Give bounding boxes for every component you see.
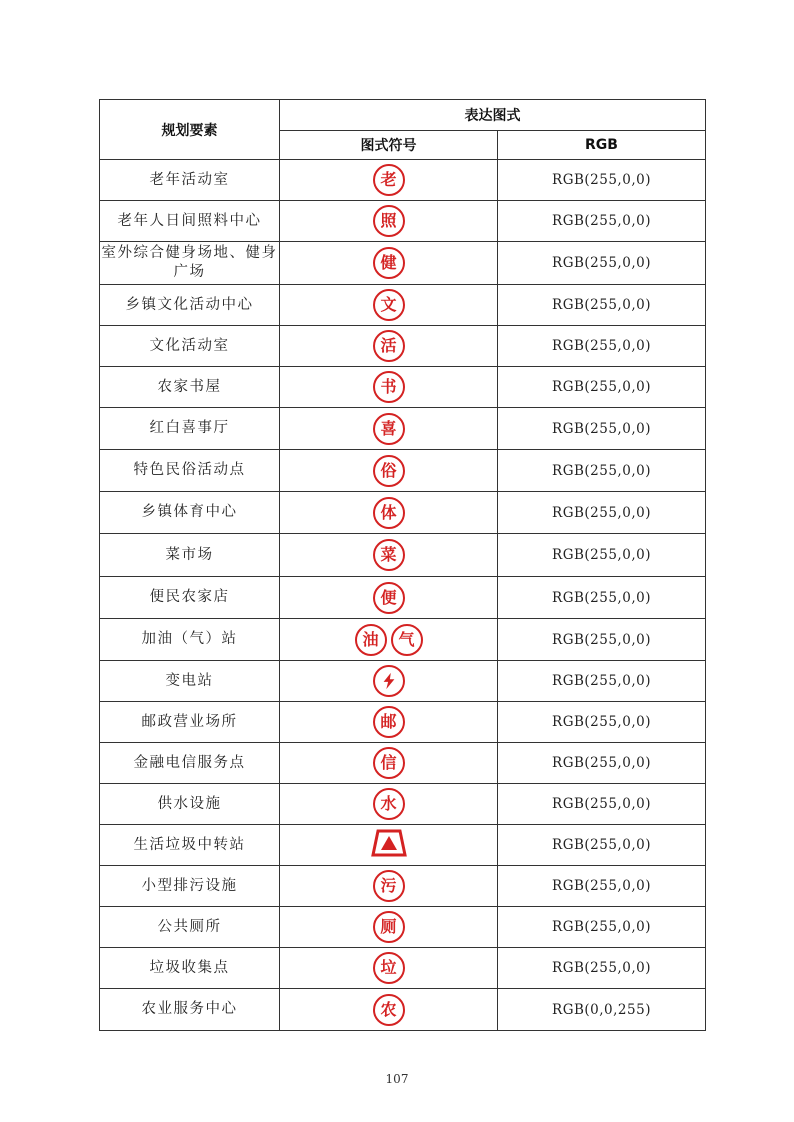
symbol-cell [280,450,498,492]
map-symbol-badge: 体 [373,497,405,529]
symbol-group [373,870,405,902]
symbol-cell [280,702,498,743]
rgb-value: RGB(255,0,0) [498,825,706,866]
header-expression-style: 表达图式 [280,100,706,131]
symbol-cell [280,619,498,661]
rgb-value: RGB(255,0,0) [498,492,706,534]
map-symbol-badge: 水 [373,788,405,820]
symbol-group [373,952,405,984]
symbol-group [373,788,405,820]
map-symbol-badge: 俗 [373,455,405,487]
table-row [100,242,706,285]
legend-table [99,99,706,1031]
map-symbol-badge: 书 [373,371,405,403]
header-planning-element: 规划要素 [100,100,280,160]
rgb-value: RGB(255,0,0) [498,242,706,285]
map-symbol-badge: 文 [373,289,405,321]
map-symbol-badge: 喜 [373,413,405,445]
planning-element-name: 便民农家店 [100,577,280,619]
symbol-group [373,665,405,697]
map-symbol-badge: 老 [373,164,405,196]
symbol-cell [280,948,498,989]
map-symbol-badge: 照 [373,205,405,237]
symbol-group [373,994,405,1026]
map-symbol-badge: 农 [373,994,405,1026]
symbol-group [373,747,405,779]
planning-element-name: 室外综合健身场地、健身广场 [100,242,280,285]
table-row [100,784,706,825]
rgb-value: RGB(255,0,0) [498,201,706,242]
planning-element-name: 文化活动室 [100,326,280,367]
rgb-value: RGB(255,0,0) [498,702,706,743]
planning-element-name: 特色民俗活动点 [100,450,280,492]
page-number: 107 [385,1072,409,1086]
table-row [100,326,706,367]
planning-element-name: 老年人日间照料中心 [100,201,280,242]
lightning-bolt-icon [373,665,405,697]
rgb-value: RGB(255,0,0) [498,408,706,450]
rgb-value: RGB(255,0,0) [498,285,706,326]
table-row [100,661,706,702]
symbol-cell [280,160,498,201]
map-symbol-badge: 污 [373,870,405,902]
planning-element-name: 公共厕所 [100,907,280,948]
symbol-cell [280,866,498,907]
map-symbol-badge: 信 [373,747,405,779]
symbol-cell [280,326,498,367]
symbol-group [373,539,405,571]
symbol-group [373,289,405,321]
table-row [100,408,706,450]
symbol-cell [280,367,498,408]
symbol-cell [280,989,498,1031]
symbol-cell [280,825,498,866]
symbol-group [373,247,405,279]
table-row [100,285,706,326]
planning-element-name: 小型排污设施 [100,866,280,907]
symbol-group [373,911,405,943]
planning-element-name: 垃圾收集点 [100,948,280,989]
rgb-value: RGB(255,0,0) [498,450,706,492]
map-symbol-badge: 邮 [373,706,405,738]
planning-element-name: 乡镇文化活动中心 [100,285,280,326]
planning-element-name: 农业服务中心 [100,989,280,1031]
rgb-value: RGB(255,0,0) [498,907,706,948]
rgb-value: RGB(255,0,0) [498,784,706,825]
map-symbol-badge: 便 [373,582,405,614]
table-row [100,450,706,492]
table-row [100,825,706,866]
map-symbol-badge: 菜 [373,539,405,571]
symbol-group [373,706,405,738]
header-symbol: 图式符号 [280,131,498,160]
table-row [100,160,706,201]
rgb-value: RGB(255,0,0) [498,619,706,661]
map-symbol-badge: 垃 [373,952,405,984]
symbol-cell [280,907,498,948]
planning-element-name: 乡镇体育中心 [100,492,280,534]
map-symbol-badge: 健 [373,247,405,279]
rgb-value: RGB(255,0,0) [498,577,706,619]
map-symbol-badge: 油 [355,624,387,656]
symbol-cell [280,242,498,285]
rgb-value: RGB(255,0,0) [498,534,706,577]
map-symbol-badge: 活 [373,330,405,362]
table-row [100,492,706,534]
symbol-group [373,205,405,237]
header-rgb: RGB [498,131,706,160]
planning-element-name: 红白喜事厅 [100,408,280,450]
table-row [100,907,706,948]
rgb-value: RGB(0,0,255) [498,989,706,1031]
rgb-value: RGB(255,0,0) [498,160,706,201]
rgb-value: RGB(255,0,0) [498,948,706,989]
legend-body [100,160,706,1031]
planning-element-name: 变电站 [100,661,280,702]
symbol-cell [280,534,498,577]
triangle-in-trapezoid-icon [371,828,407,858]
planning-element-name: 金融电信服务点 [100,743,280,784]
table-row [100,201,706,242]
symbol-group [373,371,405,403]
rgb-value: RGB(255,0,0) [498,367,706,408]
symbol-group [373,413,405,445]
table-row [100,702,706,743]
rgb-value: RGB(255,0,0) [498,866,706,907]
rgb-value: RGB(255,0,0) [498,743,706,784]
symbol-group [373,164,405,196]
symbol-group [373,582,405,614]
planning-element-name: 加油（气）站 [100,619,280,661]
table-row [100,948,706,989]
table-row [100,619,706,661]
symbol-cell [280,743,498,784]
symbol-cell [280,492,498,534]
table-row [100,534,706,577]
table-row [100,577,706,619]
symbol-cell [280,784,498,825]
symbol-cell [280,408,498,450]
rgb-value: RGB(255,0,0) [498,661,706,702]
symbol-cell [280,661,498,702]
table-row [100,989,706,1031]
symbol-cell [280,285,498,326]
rgb-value: RGB(255,0,0) [498,326,706,367]
planning-element-name: 生活垃圾中转站 [100,825,280,866]
symbol-cell [280,577,498,619]
symbol-group [371,828,407,858]
table-row [100,367,706,408]
symbol-group [373,455,405,487]
map-symbol-badge: 气 [391,624,423,656]
symbol-group [373,497,405,529]
planning-element-name: 菜市场 [100,534,280,577]
symbol-cell [280,201,498,242]
symbol-group [373,330,405,362]
planning-element-name: 邮政营业场所 [100,702,280,743]
table-row [100,743,706,784]
planning-element-name: 农家书屋 [100,367,280,408]
symbol-group [355,624,423,656]
table-row [100,866,706,907]
planning-element-name: 老年活动室 [100,160,280,201]
planning-element-name: 供水设施 [100,784,280,825]
map-symbol-badge: 厕 [373,911,405,943]
